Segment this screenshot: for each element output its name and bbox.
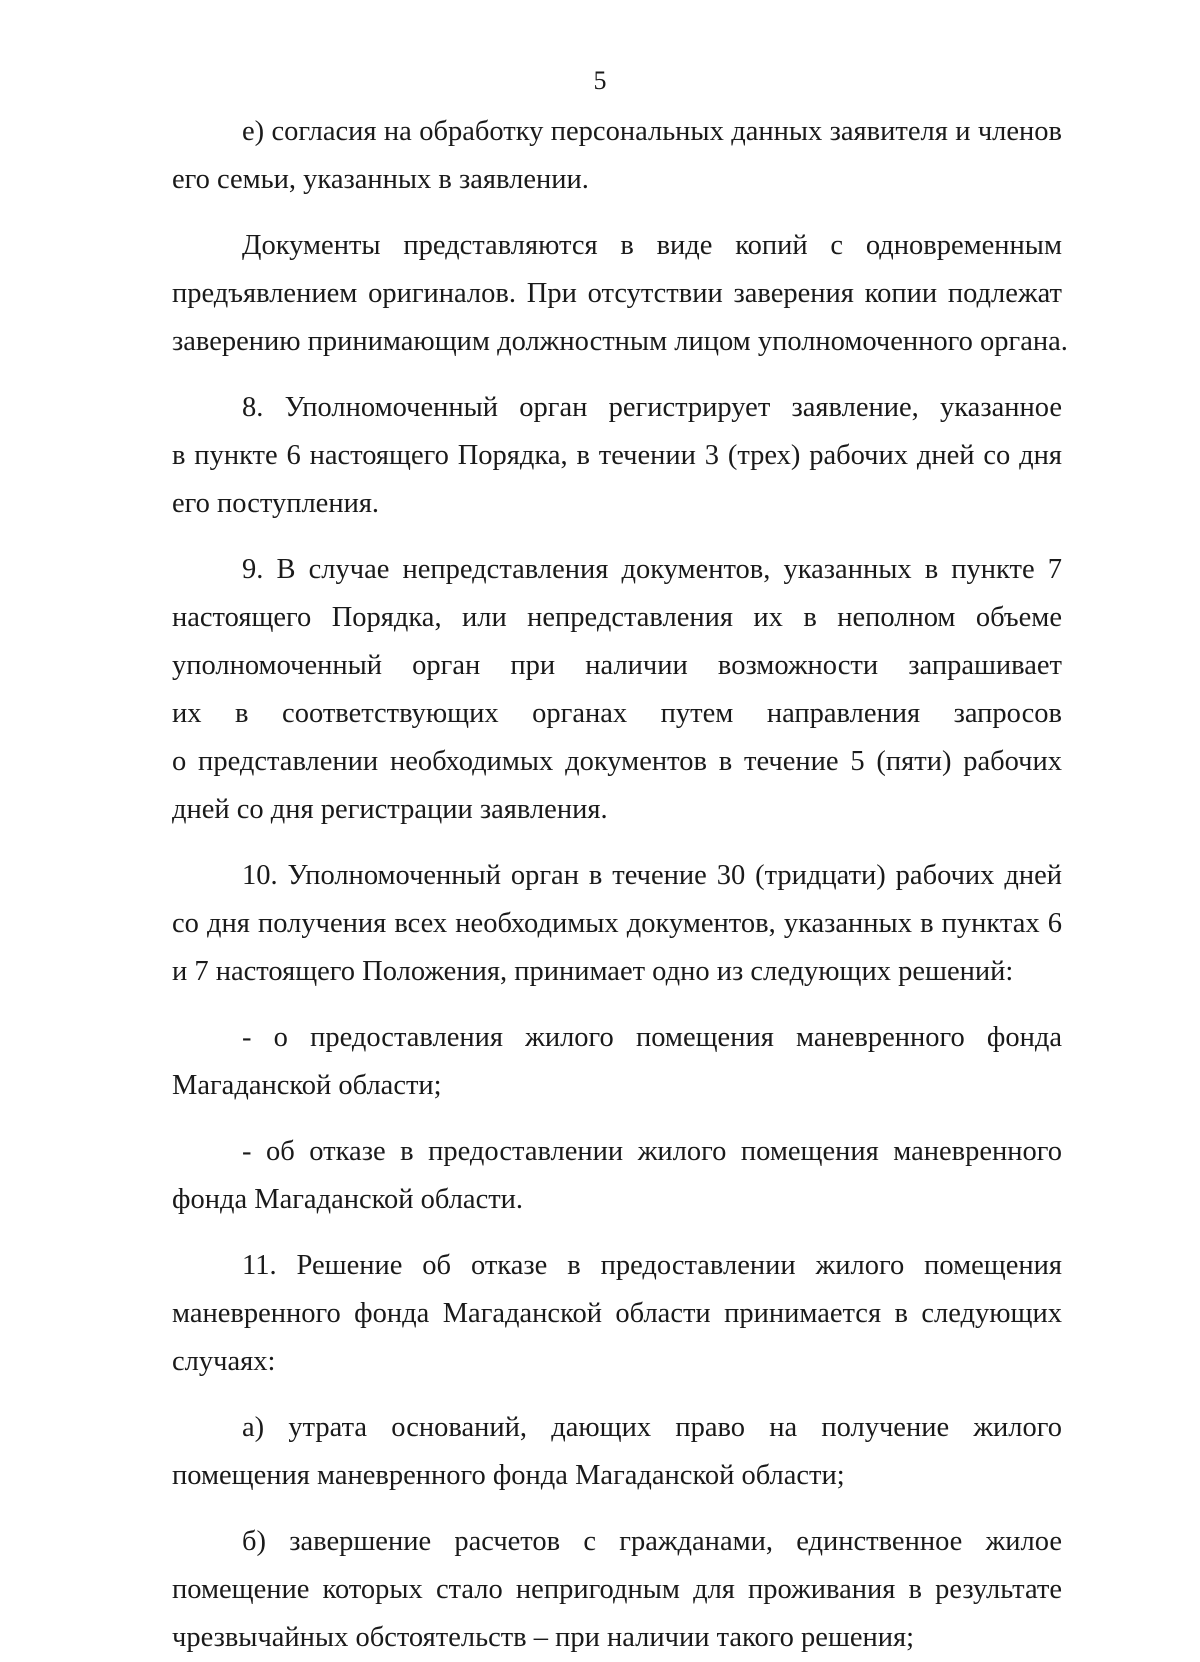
text-line: его поступления. xyxy=(172,488,380,519)
text-line: помещения маневренного фонда Магаданской области; xyxy=(172,1460,845,1491)
paragraph xyxy=(172,384,1062,528)
text-line: предъявлением оригиналов. При отсутствии заверения копии подлежат xyxy=(172,278,1062,309)
paragraph xyxy=(172,546,1062,834)
text-line: 10. Уполномоченный орган в течение 30 (тридцати) рабочих дней xyxy=(242,860,1062,891)
text-line: заверению принимающим должностным лицом уполномоченного органа. xyxy=(172,326,1068,357)
paragraph xyxy=(172,1014,1062,1110)
text-line: его семьи, указанных в заявлении. xyxy=(172,164,589,195)
text-line: их в соответствующих органах путем направления запросов xyxy=(172,698,1062,729)
paragraph xyxy=(172,108,1062,204)
text-line: дней со дня регистрации заявления. xyxy=(172,794,608,825)
text-line: и 7 настоящего Положения, принимает одно из следующих решений: xyxy=(172,956,1014,987)
text-line: фонда Магаданской области. xyxy=(172,1184,524,1215)
text-line: в пункте 6 настоящего Порядка, в течении 3 (трех) рабочих дней со дня xyxy=(172,440,1062,471)
text-line: 11. Решение об отказе в предоставлении жилого помещения xyxy=(242,1250,1062,1281)
text-line: а) утрата оснований, дающих право на получение жилого xyxy=(242,1412,1062,1443)
paragraph xyxy=(172,222,1068,366)
text-line: о представлении необходимых документов в течение 5 (пяти) рабочих xyxy=(172,746,1062,777)
paragraph xyxy=(172,1404,1062,1500)
text-line: случаях: xyxy=(172,1346,276,1377)
text-line: - об отказе в предоставлении жилого помещения маневренного xyxy=(242,1136,1062,1167)
paragraph xyxy=(172,1242,1062,1386)
text-line: со дня получения всех необходимых документов, указанных в пунктах 6 xyxy=(172,908,1062,939)
paragraph xyxy=(172,1518,1062,1662)
text-line: уполномоченный орган при наличии возможности запрашивает xyxy=(172,650,1062,681)
text-line: б) завершение расчетов с гражданами, единственное жилое xyxy=(242,1526,1062,1557)
text-line: маневренного фонда Магаданской области принимается в следующих xyxy=(172,1298,1062,1329)
text-line: помещение которых стало непригодным для проживания в результате xyxy=(172,1574,1062,1605)
text-line: - о предоставления жилого помещения маневренного фонда xyxy=(242,1022,1062,1053)
page-number: 5 xyxy=(593,66,607,95)
text-line: Документы представляются в виде копий с одновременным xyxy=(242,230,1062,261)
paragraph xyxy=(172,1128,1062,1224)
text-line: 9. В случае непредставления документов, указанных в пункте 7 xyxy=(242,554,1062,585)
text-line: чрезвычайных обстоятельств – при наличии такого решения; xyxy=(172,1622,915,1653)
text-line: е) согласия на обработку персональных данных заявителя и членов xyxy=(242,116,1062,147)
text-line: 8. Уполномоченный орган регистрирует заявление, указанное xyxy=(242,392,1062,423)
text-line: Магаданской области; xyxy=(172,1070,442,1101)
paragraph xyxy=(172,852,1062,996)
document-body xyxy=(172,108,1068,1662)
text-line: настоящего Порядка, или непредставления их в неполном объеме xyxy=(172,602,1062,633)
